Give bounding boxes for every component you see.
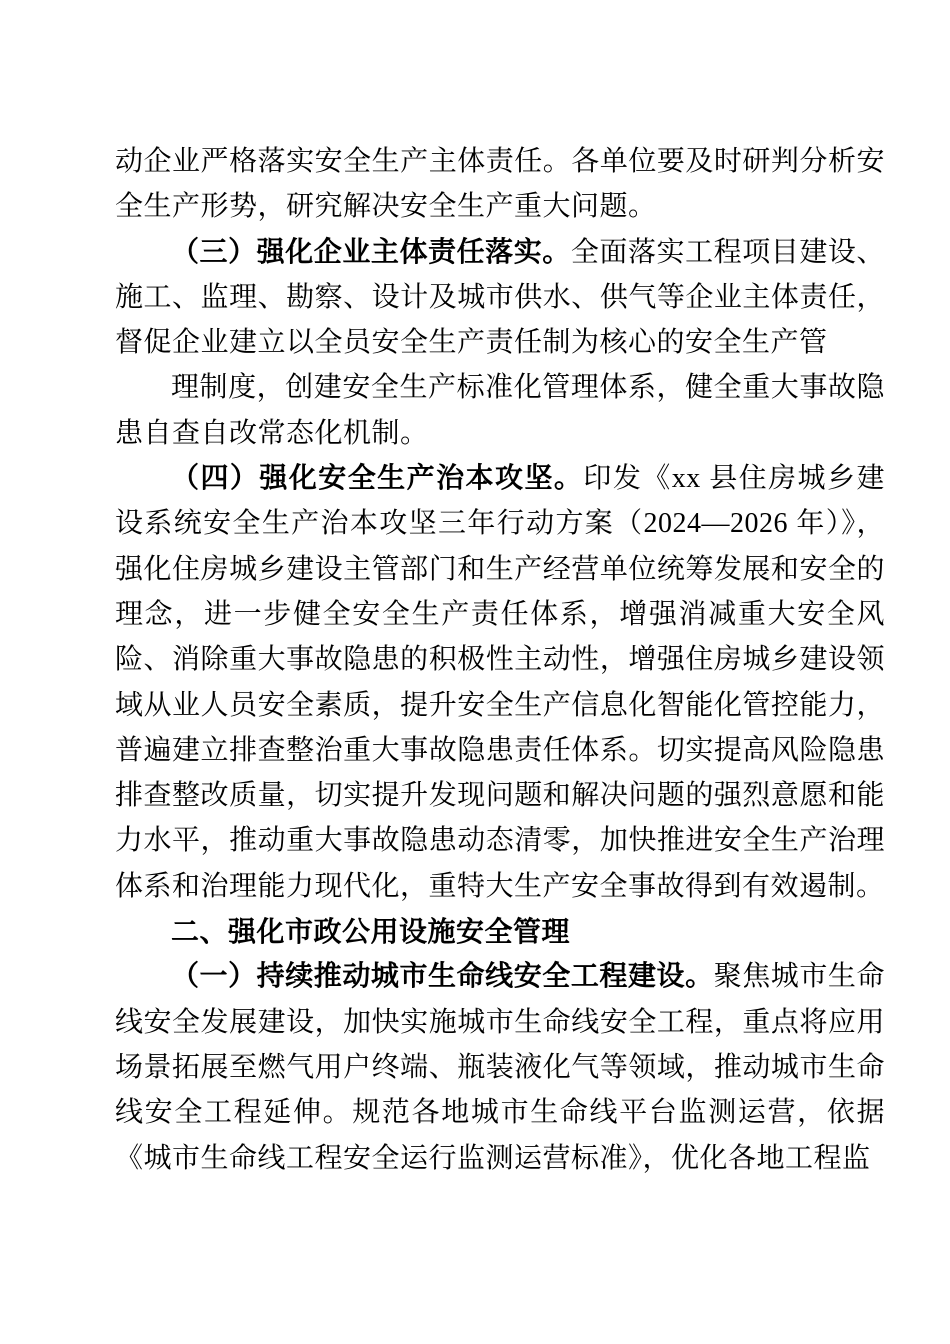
bold-lead-run: 二、强化市政公用设施安全管理 (171, 916, 571, 948)
text-run: 聚焦城市生命线安全发展建设，加快实施城市生命线安全工程，重点将应用场景拓展至燃气用户终端、瓶装液化气等领域，推动城市生命线安全工程延伸。规范各地城市生命线平台监测运营，依据《城市生命线工程安全运行监测运营标准》，优化各地工程监 (115, 961, 885, 1174)
text-run: 动企业严格落实安全生产主体责任。各单位要及时研判分析安全生产形势，研究解决安全生产重大问题。 (115, 146, 885, 223)
bold-lead-run: （一）持续推动城市生命线安全工程建设。 (171, 961, 714, 993)
text-run: 理制度，创建安全生产标准化管理体系，健全重大事故隐患自查自改常态化机制。 (115, 372, 885, 449)
bold-lead-run: （四）强化安全生产治本攻坚。 (171, 463, 584, 495)
section-heading (115, 909, 885, 954)
paragraph (115, 230, 885, 366)
paragraph (115, 139, 885, 230)
document-content (115, 139, 885, 1181)
text-run: 全面落实工程项目建设、施工、监理、勘察、设计及城市供水、供气等企业主体责任，督促企业建立以全员安全生产责任制为核心的安全生产管 (115, 236, 885, 359)
paragraph (115, 954, 885, 1180)
bold-lead-run: （三）强化企业主体责任落实。 (171, 236, 571, 268)
paragraph (115, 456, 885, 909)
text-run: 印发《xx 县住房城乡建设系统安全生产治本攻坚三年行动方案（2024—2026 年）》，强化住房城乡建设主管部门和生产经营单位统筹发展和安全的理念，进一步健全安全生产责任体系，增强消减重大安全风险、消除重大事故隐患的积极性主动性，增强住房城乡建设领域从业人员安全素质，提升安全生产信息化智能化管控能力，普遍建立排查整治重大事故隐患责任体系。切实提高风险隐患排查整改质量，切实提升发现问题和解决问题的强烈意愿和能力水平，推动重大事故隐患动态清零，加快推进安全生产治理体系和治理能力现代化，重特大生产安全事故得到有效遏制。 (115, 463, 885, 902)
paragraph (115, 365, 885, 456)
